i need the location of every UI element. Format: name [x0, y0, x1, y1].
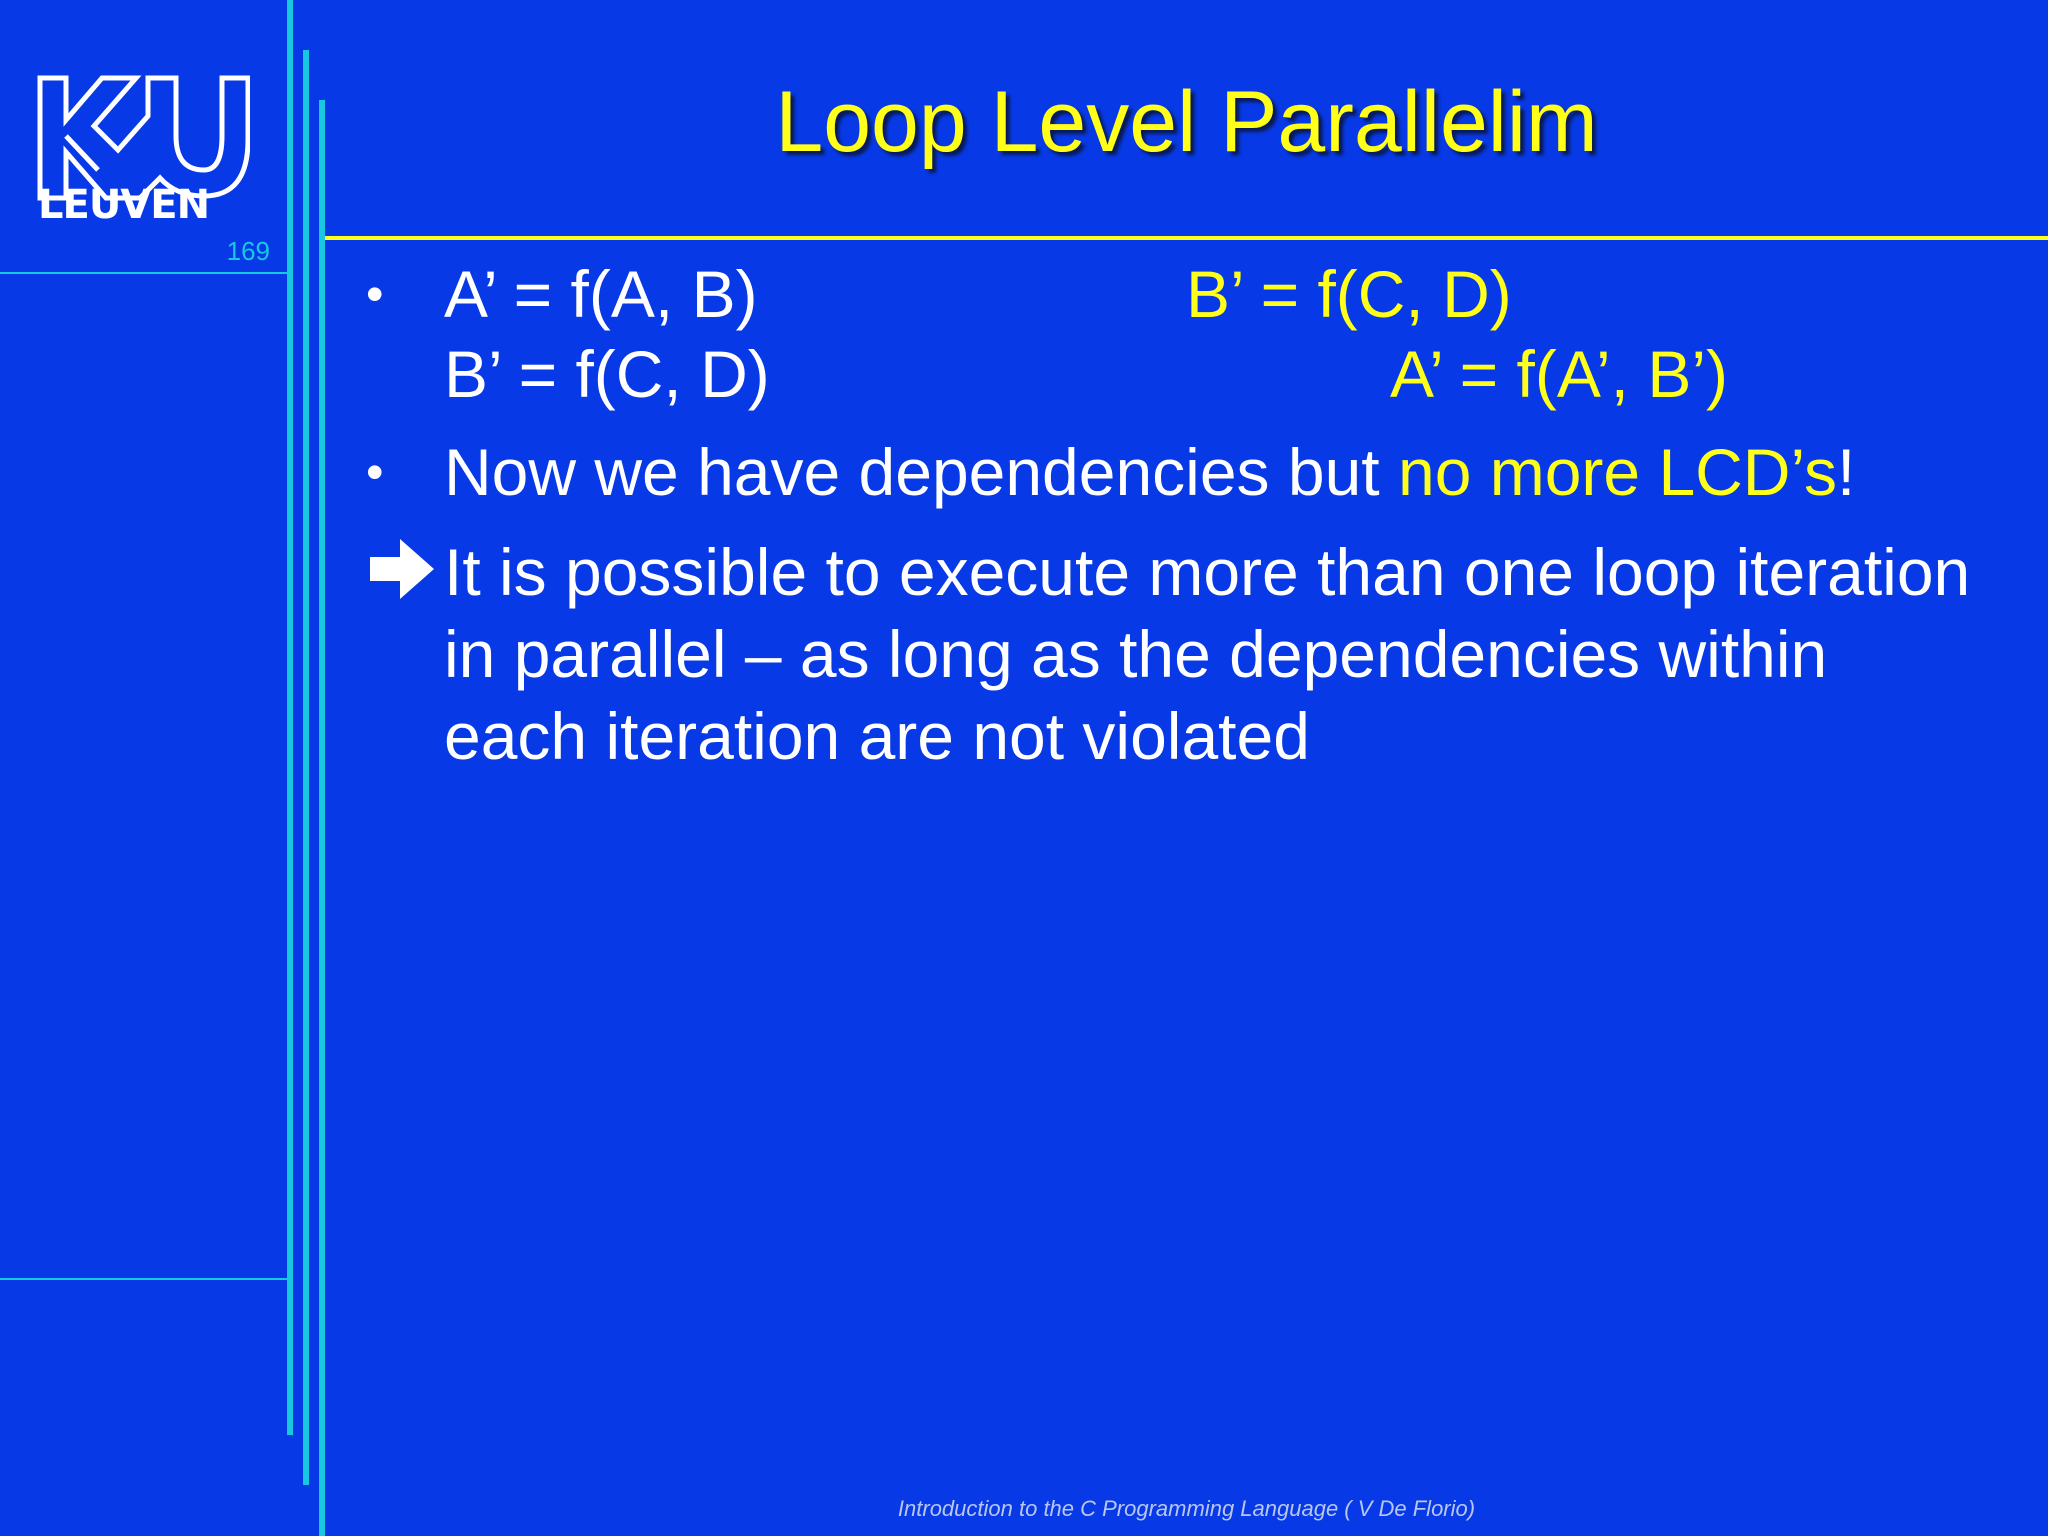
statement-text: Now we have dependencies but	[444, 435, 1398, 509]
equation-b-line2: B’ = f(C, D)	[444, 337, 770, 411]
conclusion-line-1: It is possible to execute more than one loop iteration	[444, 535, 1971, 609]
bullet-dot: •	[366, 444, 384, 500]
equation-a-reordered: A’ = f(A’, B’)	[1390, 337, 1728, 411]
bullet-dot: •	[366, 266, 384, 322]
decorative-bar	[303, 50, 309, 1485]
decorative-bar	[287, 0, 293, 1435]
conclusion-line-3: each iteration are not violated	[444, 699, 1310, 773]
svg-text:LEUVEN: LEUVEN	[38, 182, 210, 222]
ku-leuven-logo	[36, 74, 250, 222]
equation-b-reordered: B’ = f(C, D)	[1186, 257, 1512, 331]
highlight-text: no more LCD’s	[1397, 435, 1837, 509]
equation-a-line1: A’ = f(A, B)	[444, 257, 758, 331]
conclusion-line-2: in parallel – as long as the dependencies within	[444, 617, 1828, 691]
slide-number: 169	[226, 236, 270, 266]
statement-end: !	[1836, 435, 1856, 509]
title-underline	[325, 236, 2048, 240]
slide-title: Loop Level Parallelim	[775, 74, 1598, 170]
left-panel-box	[0, 272, 287, 1280]
dependencies-statement	[444, 432, 1855, 512]
slide-footer: Introduction to the C Programming Language ( V De Florio)	[897, 1496, 1476, 1521]
decorative-bar	[319, 100, 325, 1536]
right-arrow-icon	[368, 535, 436, 603]
